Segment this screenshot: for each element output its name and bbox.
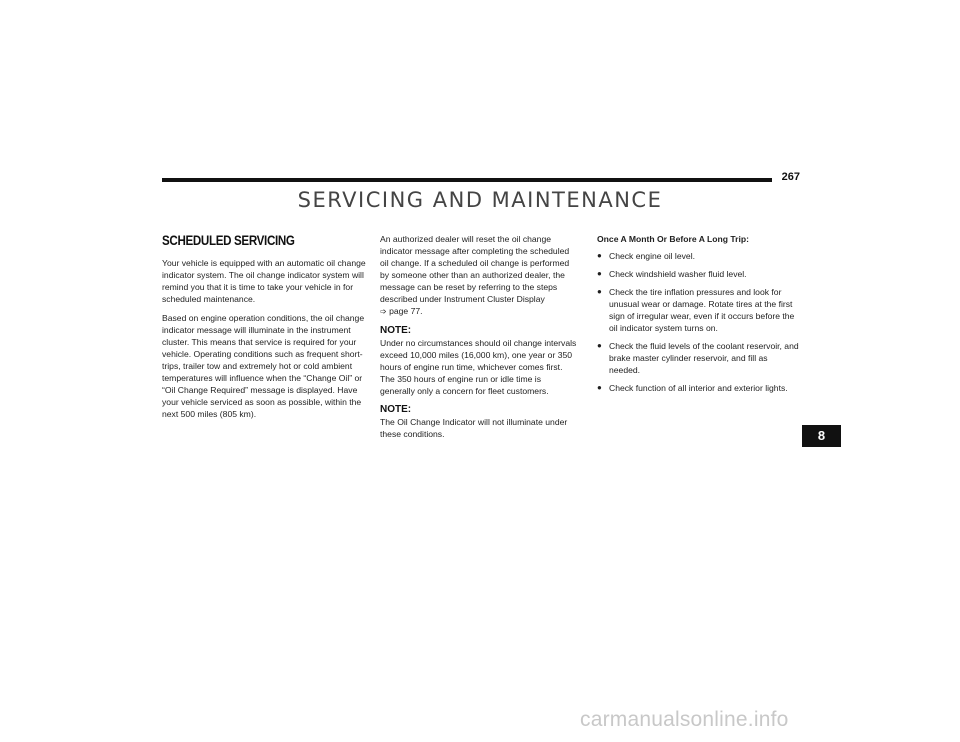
checklist-item-text: Check engine oil level. <box>609 251 695 261</box>
reset-paragraph <box>380 233 578 318</box>
checklist-heading: Once A Month Or Before A Long Trip: <box>597 234 749 244</box>
note-text: The Oil Change Indicator will not illuminate under these conditions. <box>380 417 568 439</box>
watermark: carmanualsonline.info <box>580 708 789 731</box>
note-text: Under no circumstances should oil change intervals exceed 10,000 miles (16,000 km), one year or 350 hours of engine run time, whichever comes first. The 350 hours of engine run or idle time is generally only a concern for fleet customers. <box>380 338 577 396</box>
bullet-icon: ● <box>597 251 602 260</box>
bullet-icon: ● <box>597 383 602 392</box>
checklist-item <box>597 268 801 280</box>
column-left <box>162 233 370 427</box>
page-ref-arrow-icon: ➩ <box>380 307 387 316</box>
checklist-item <box>597 340 801 376</box>
checklist-item <box>597 250 801 262</box>
chapter-title: SERVICING AND MAINTENANCE <box>297 188 663 212</box>
page-reference-link[interactable]: page 77. <box>389 306 423 316</box>
page-number: 267 <box>781 171 800 183</box>
checklist-item-text: Check the tire inflation pressures and look for unusual wear or damage. Rotate tires at the first sign of irregular wear, even if it occurs before the oil indicator system turns on. <box>609 287 795 333</box>
bullet-icon: ● <box>597 269 602 278</box>
reset-paragraph-text: An authorized dealer will reset the oil change indicator message after completing the scheduled oil change. If a scheduled oil change is performed by someone other than an authorized dealer, the message can be reset by referring to the steps described under Instrument Cluster Display <box>380 234 570 304</box>
checklist <box>597 250 801 394</box>
chapter-tab: 8 <box>802 425 841 447</box>
checklist-item <box>597 382 801 394</box>
checklist-item-text: Check the fluid levels of the coolant reservoir, and brake master cylinder reservoir, and fill as needed. <box>609 341 799 375</box>
bullet-icon: ● <box>597 287 602 296</box>
column-right <box>597 233 801 400</box>
checklist-item-text: Check windshield washer fluid level. <box>609 269 747 279</box>
note-label: NOTE: <box>380 404 412 415</box>
checklist-item <box>597 286 801 334</box>
intro-paragraph: Your vehicle is equipped with an automatic oil change indicator system. The oil change indicator system will remind you that it is time to take your vehicle in for scheduled maintenance. <box>162 258 366 304</box>
column-middle <box>380 233 578 447</box>
section-heading: SCHEDULED SERVICING <box>162 233 295 248</box>
header-rule <box>162 178 772 182</box>
bullet-icon: ● <box>597 341 602 350</box>
note-label: NOTE: <box>380 325 412 336</box>
conditions-paragraph: Based on engine operation conditions, the oil change indicator message will illuminate in the instrument cluster. This means that service is required for your vehicle. Operating conditions such as frequent short-trips, trailer tow and extremely hot or cold ambient temperatures will influence when the “Change Oil” or “Oil Change Required” message is displayed. Have your vehicle serviced as soon as possible, within the next 500 miles (805 km). <box>162 313 365 419</box>
checklist-item-text: Check function of all interior and exterior lights. <box>609 383 788 393</box>
